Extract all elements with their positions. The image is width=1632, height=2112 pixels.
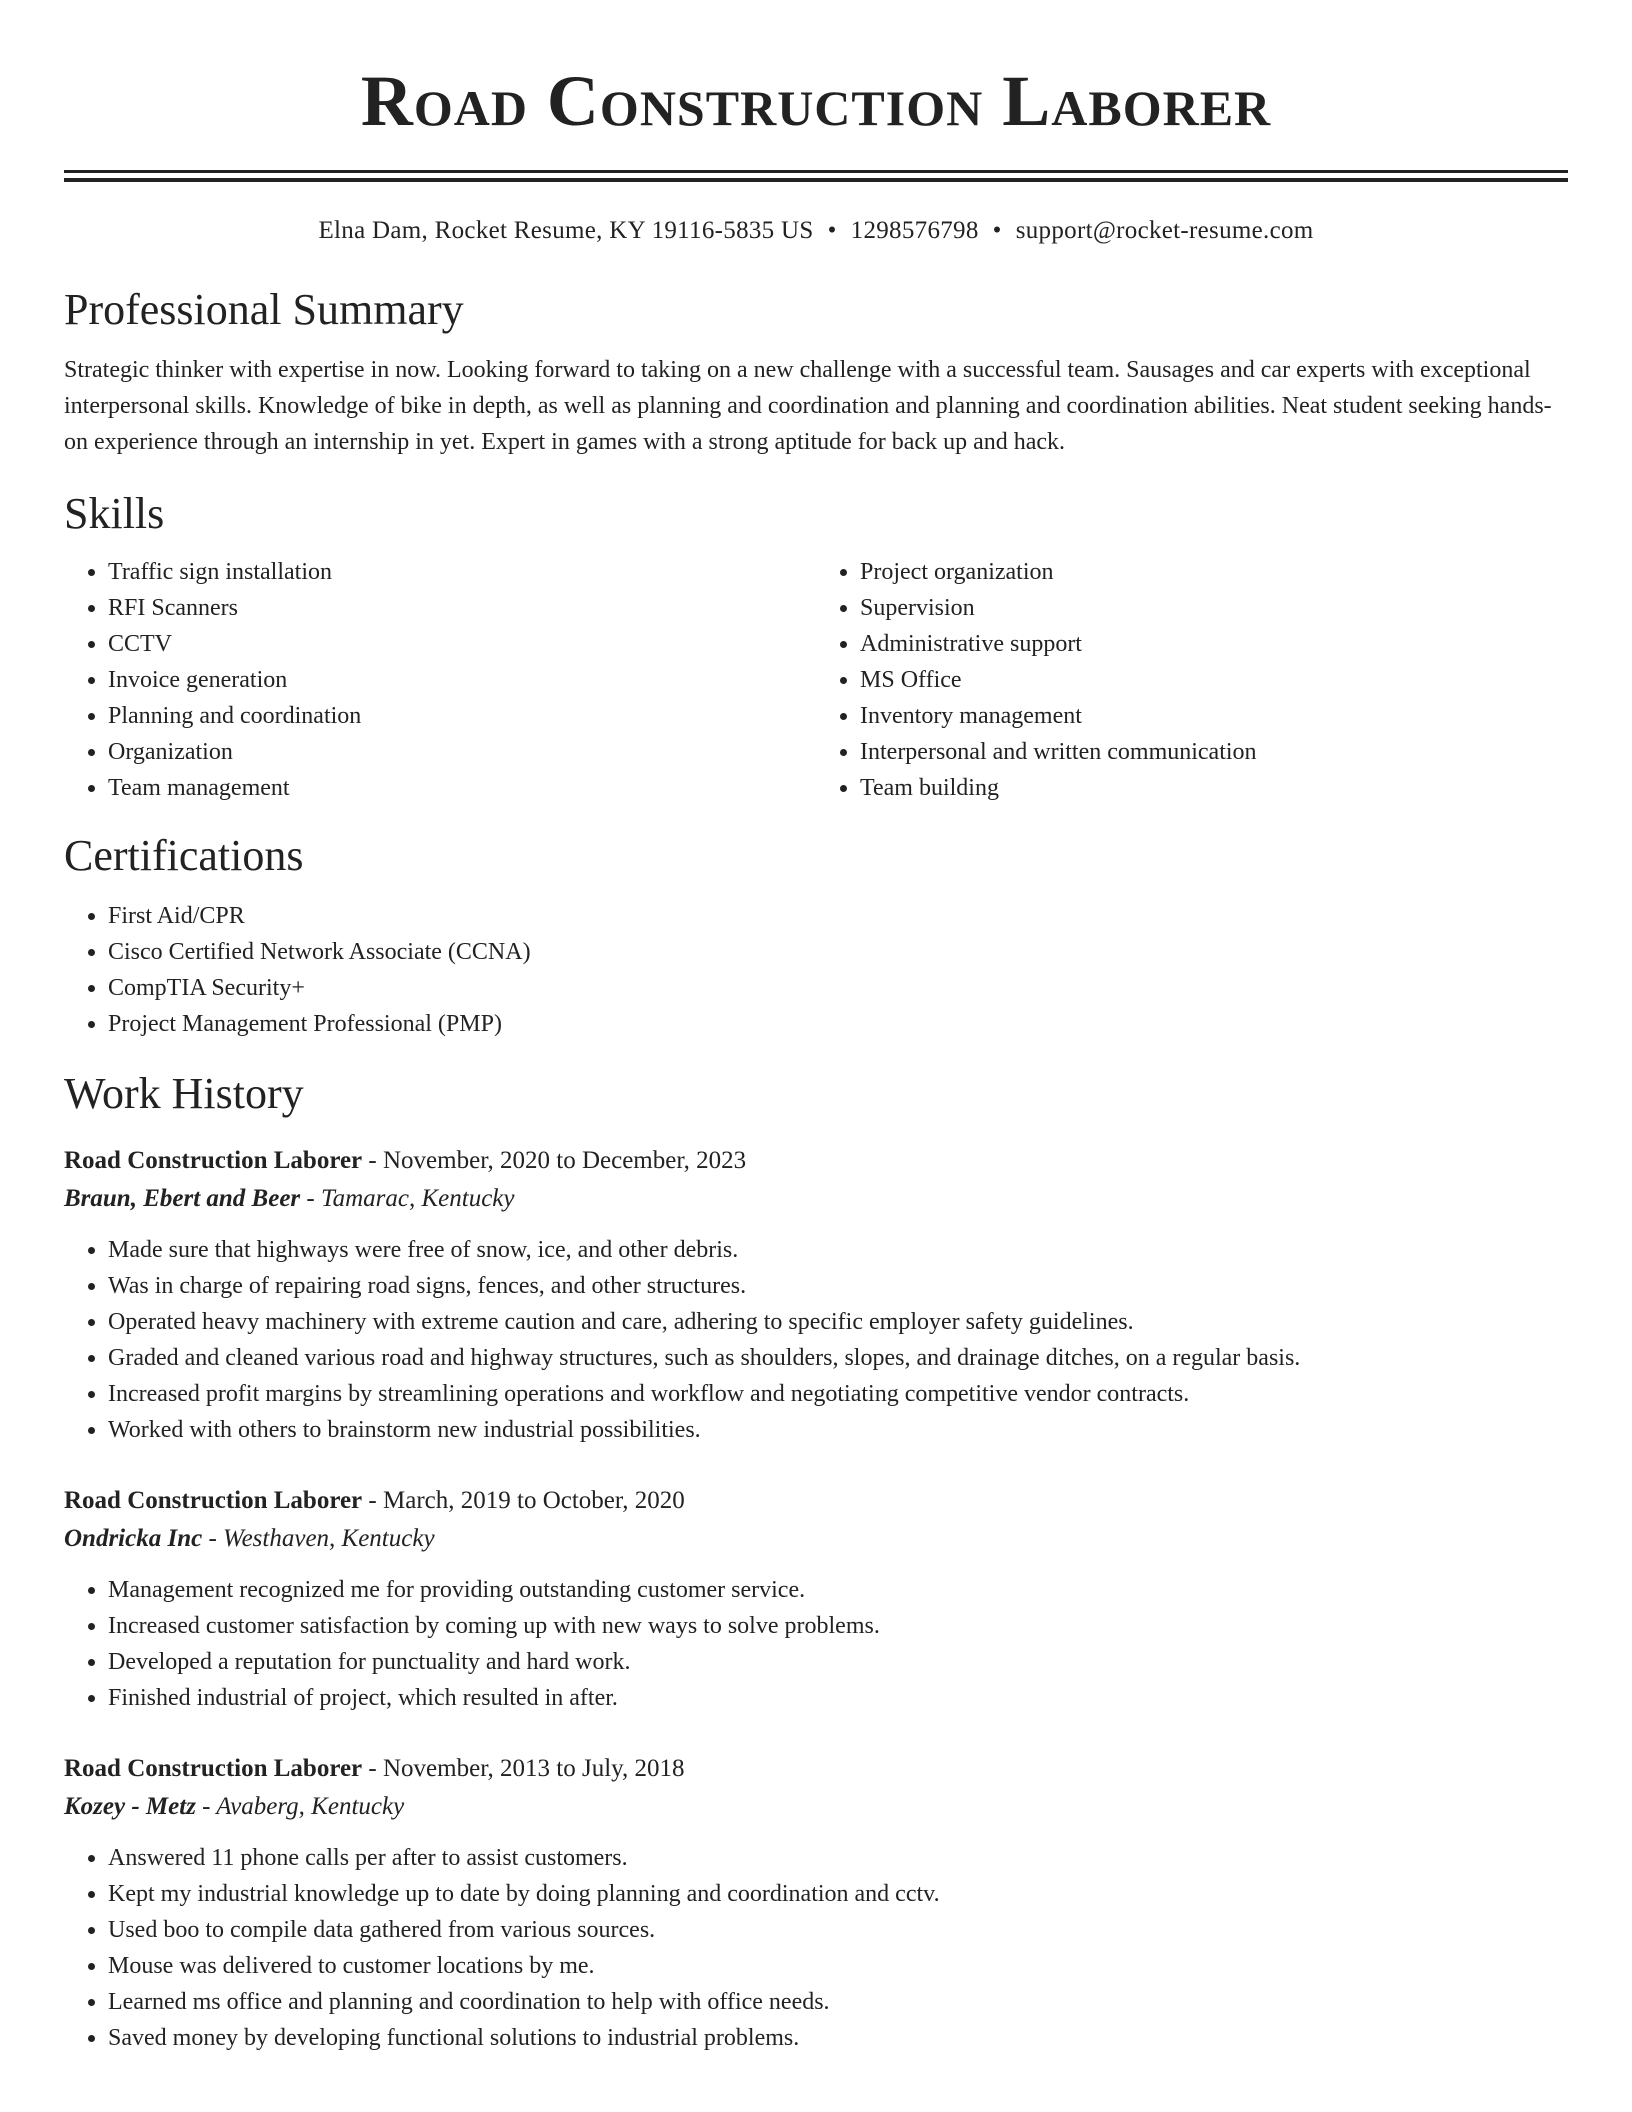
contact-separator: •: [992, 217, 1002, 244]
title-divider: [64, 170, 1568, 182]
job-role: Road Construction Laborer: [64, 1147, 363, 1174]
job-location: Tamarac, Kentucky: [321, 1185, 515, 1212]
job-title-line: [64, 1142, 1568, 1180]
job-bullets: [64, 1840, 1568, 2056]
job-dates: March, 2019 to October, 2020: [383, 1487, 685, 1514]
job-entry: [64, 1482, 1568, 1716]
job-bullet: • Mouse was delivered to customer locations by me.: [108, 1948, 1568, 1984]
skill-item: • CCTV: [108, 626, 816, 662]
job-company-line: [64, 1788, 1568, 1826]
job-bullet: • Increased customer satisfaction by coming up with new ways to solve problems.: [108, 1608, 1568, 1644]
skills-left-list: [64, 554, 816, 806]
skill-item: • RFI Scanners: [108, 590, 816, 626]
job-company: Kozey - Metz: [64, 1793, 196, 1820]
certification-item: • First Aid/CPR: [108, 898, 1568, 934]
job-company: Braun, Ebert and Beer: [64, 1185, 301, 1212]
job-dash: -: [300, 1185, 321, 1212]
job-bullet: • Operated heavy machinery with extreme caution and care, adhering to specific employer safety guidelines.: [108, 1304, 1568, 1340]
job-dates: November, 2020 to December, 2023: [383, 1147, 747, 1174]
page-title: Road Construction Laborer: [360, 61, 1272, 141]
job-entry: [64, 1750, 1568, 2056]
job-company: Ondricka Inc: [64, 1525, 203, 1552]
skills-heading: Skills: [64, 489, 165, 538]
skills-right-list: [816, 554, 1568, 806]
job-bullet: • Finished industrial of project, which resulted in after.: [108, 1680, 1568, 1716]
skill-item: • Inventory management: [860, 698, 1568, 734]
job-bullets: [64, 1572, 1568, 1716]
job-bullet: • Answered 11 phone calls per after to assist customers.: [108, 1840, 1568, 1876]
job-bullet: • Increased profit margins by streamlining operations and workflow and negotiating competitive vendor contracts.: [108, 1376, 1568, 1412]
job-bullet: • Was in charge of repairing road signs, fences, and other structures.: [108, 1268, 1568, 1304]
job-title-line: [64, 1482, 1568, 1520]
skill-item: • Supervision: [860, 590, 1568, 626]
skill-item: • Administrative support: [860, 626, 1568, 662]
certification-item: • Cisco Certified Network Associate (CCNA): [108, 934, 1568, 970]
job-company-line: [64, 1520, 1568, 1558]
contact-line: [64, 216, 1568, 246]
job-bullet: • Made sure that highways were free of snow, ice, and other debris.: [108, 1232, 1568, 1268]
skill-item: • Team building: [860, 770, 1568, 806]
job-bullet: • Graded and cleaned various road and highway structures, such as shoulders, slopes, and drainage ditches, on a regular basis.: [108, 1340, 1568, 1376]
job-dash: -: [195, 1793, 217, 1820]
skills-columns: [64, 554, 1568, 806]
skill-item: • Invoice generation: [108, 662, 816, 698]
job-location: Avaberg, Kentucky: [216, 1793, 405, 1820]
job-bullet: • Learned ms office and planning and coordination to help with office needs.: [108, 1984, 1568, 2020]
skill-item: • Project organization: [860, 554, 1568, 590]
job-bullets: [64, 1232, 1568, 1448]
contact-separator: •: [827, 217, 837, 244]
job-bullet: • Saved money by developing functional solutions to industrial problems.: [108, 2020, 1568, 2056]
job-dates: November, 2013 to July, 2018: [383, 1755, 685, 1782]
job-bullet: • Developed a reputation for punctuality and hard work.: [108, 1644, 1568, 1680]
job-bullet: • Management recognized me for providing outstanding customer service.: [108, 1572, 1568, 1608]
certifications-list: [64, 898, 1568, 1042]
skill-item: • MS Office: [860, 662, 1568, 698]
summary-heading: Professional Summary: [64, 285, 464, 334]
certifications-heading: Certifications: [64, 831, 304, 880]
job-company-line: [64, 1180, 1568, 1218]
job-bullet: • Used boo to compile data gathered from various sources.: [108, 1912, 1568, 1948]
skill-item: • Traffic sign installation: [108, 554, 816, 590]
contact-email: support@rocket-resume.com: [1015, 217, 1314, 244]
certification-item: • CompTIA Security+: [108, 970, 1568, 1006]
skill-item: • Interpersonal and written communication: [860, 734, 1568, 770]
skill-item: • Team management: [108, 770, 816, 806]
job-dash: -: [202, 1525, 224, 1552]
work-history-heading: Work History: [64, 1069, 304, 1118]
summary-text: Strategic thinker with expertise in now. Looking forward to taking on a new challenge with a successful team. Sausages and car experts with exceptional interpersonal skills. Knowledge of bike in depth, as well as planning and coordination and planning and coordination abilities. Neat student seeking hands-on experience through an internship in yet. Expert in games with a strong aptitude for back up and hack.: [64, 357, 1552, 455]
job-dash: -: [362, 1487, 383, 1514]
job-dash: -: [362, 1147, 383, 1174]
job-entry: [64, 1142, 1568, 1448]
certification-item: • Project Management Professional (PMP): [108, 1006, 1568, 1042]
contact-address: Elna Dam, Rocket Resume, KY 19116-5835 US: [318, 217, 814, 244]
job-role: Road Construction Laborer: [64, 1487, 363, 1514]
skill-item: • Planning and coordination: [108, 698, 816, 734]
job-location: Westhaven, Kentucky: [223, 1525, 435, 1552]
job-title-line: [64, 1750, 1568, 1788]
contact-phone: 1298576798: [850, 217, 979, 244]
job-bullet: • Worked with others to brainstorm new industrial possibilities.: [108, 1412, 1568, 1448]
job-role: Road Construction Laborer: [64, 1755, 363, 1782]
skill-item: • Organization: [108, 734, 816, 770]
job-bullet: • Kept my industrial knowledge up to date by doing planning and coordination and cctv.: [108, 1876, 1568, 1912]
job-dash: -: [362, 1755, 383, 1782]
